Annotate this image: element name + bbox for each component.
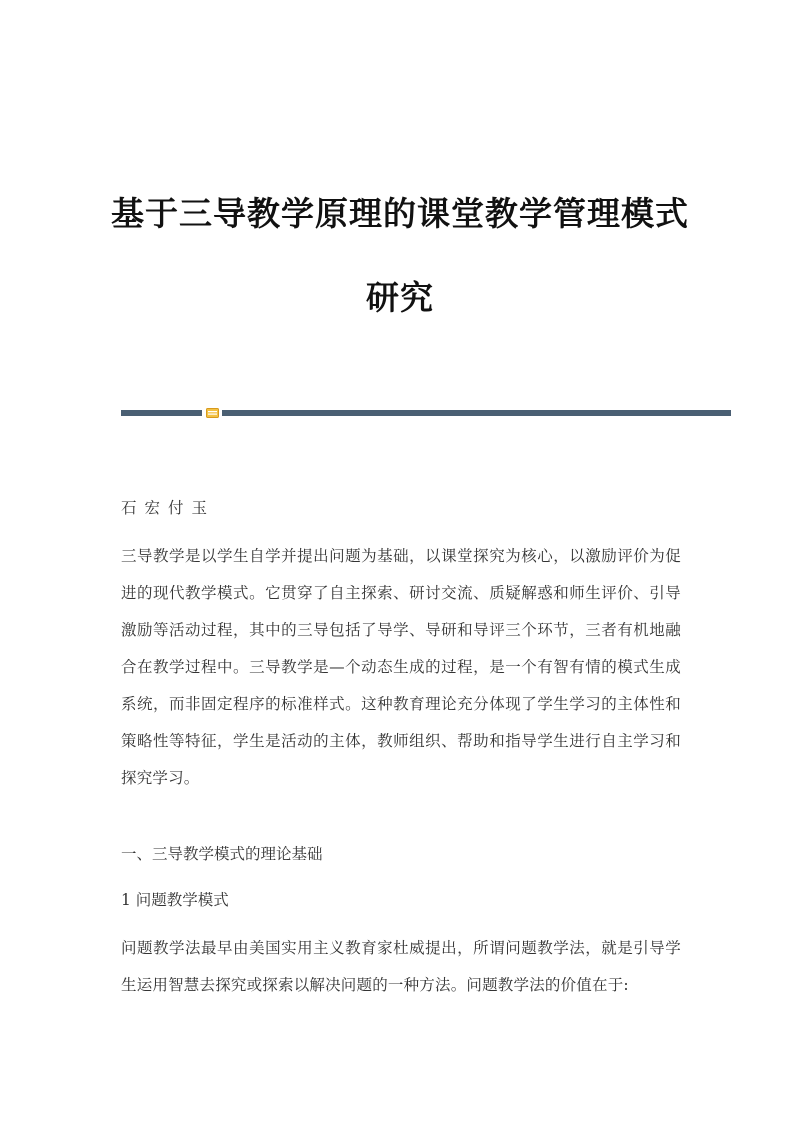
intro-paragraph: 三导教学是以学生自学并提出问题为基础，以课堂探究为核心，以激励评价为促进的现代教学模式。它贯穿了自主探索、研讨交流、质疑解惑和师生评价、引导激励等活动过程，其中的三导包括了导学、导研和导评三个环节，三者有机地融合在教学过程中。三导教学是—个动态生成的过程，是一个有智有情的模式生成系统，而非固定程序的标准样式。这种教育理论充分体现了学生学习的主体性和策略性等特征，学生是活动的主体，教师组织、帮助和指导学生进行自主学习和探究学习。 xyxy=(121,547,681,787)
author-names: 石宏付玉 xyxy=(121,499,216,517)
title-divider xyxy=(121,408,731,418)
divider-bar-left xyxy=(121,410,202,416)
note-icon xyxy=(206,408,219,418)
document-title-line-2: 研究 xyxy=(366,278,434,317)
document-title-line-1: 基于三导教学原理的课堂教学管理模式 xyxy=(111,194,689,233)
subsection-paragraph: 问题教学法最早由美国实用主义教育家杜威提出，所谓问题教学法，就是引导学生运用智慧去探究或探索以解决问题的一种方法。问题教学法的价值在于: xyxy=(121,939,681,994)
section-heading: 一、三导教学模式的理论基础 xyxy=(121,845,323,863)
divider-bar-right xyxy=(222,410,731,416)
subsection-heading: 1 问题教学模式 xyxy=(121,891,229,909)
